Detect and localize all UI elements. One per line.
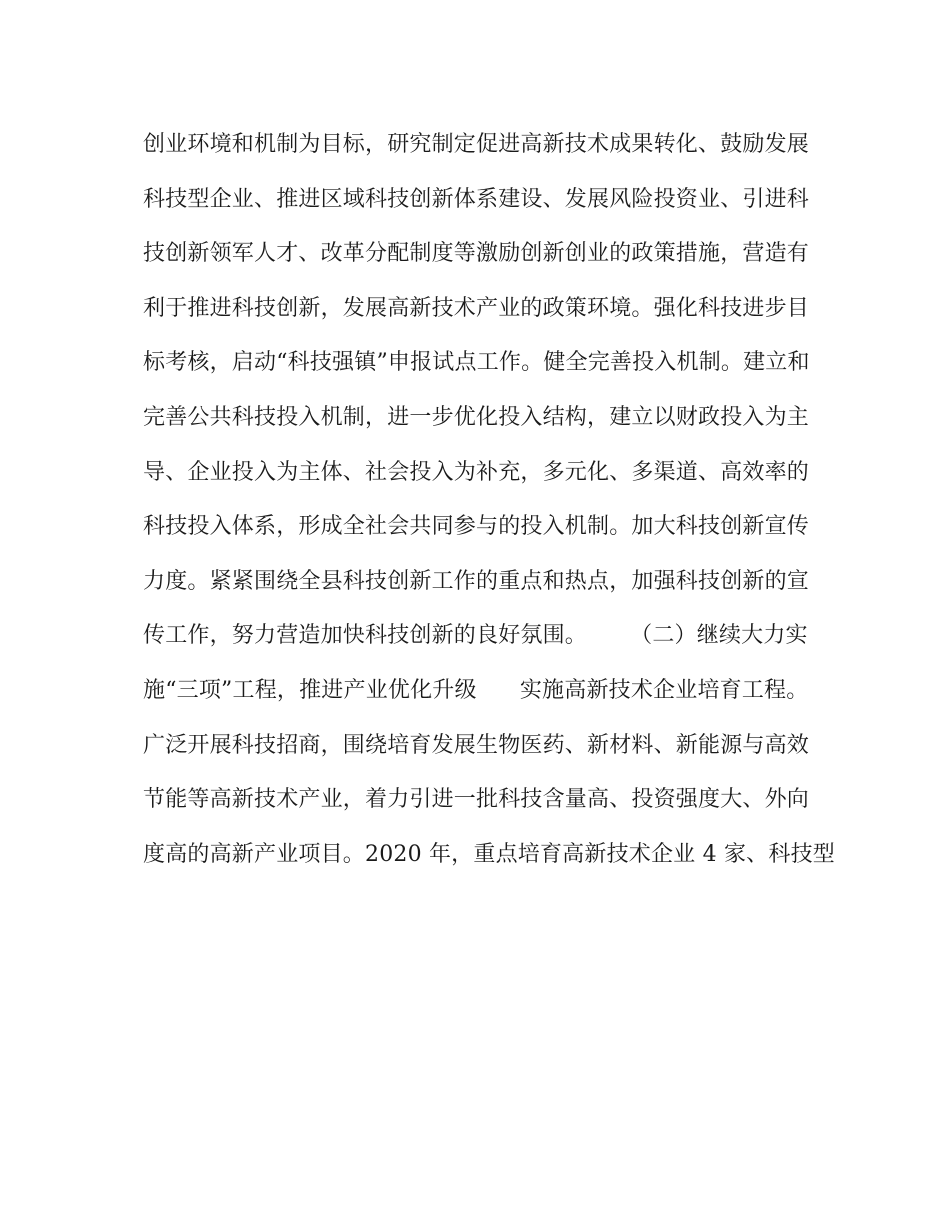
text-line: 科技投入体系，形成全社会共同参与的投入机制。加大科技创新宣传 — [143, 514, 810, 540]
text-line: 广泛开展科技招商，围绕培育发展生物医药、新材料、新能源与高效 — [143, 732, 810, 758]
text-line: 标考核，启动“科技强镇”申报试点工作。健全完善投入机制。建立和 — [143, 350, 810, 376]
text-line: 完善公共科技投入机制，进一步优化投入结构，建立以财政投入为主 — [143, 404, 810, 430]
text-line: 科技型企业、推进区域科技创新体系建设、发展风险投资业、引进科 — [143, 186, 810, 212]
text-line: 度高的高新产业项目。2020 年，重点培育高新技术企业 4 家、科技型 — [143, 841, 835, 867]
text-line: 导、企业投入为主体、社会投入为补充，多元化、多渠道、高效率的 — [143, 459, 810, 485]
text-line: 力度。紧紧围绕全县科技创新工作的重点和热点，加强科技创新的宣 — [143, 568, 810, 594]
text-line: 传工作，努力营造加快科技创新的良好氛围。 （二）继续大力实 — [143, 623, 808, 649]
text-line: 节能等高新技术产业，着力引进一批科技含量高、投资强度大、外向 — [143, 787, 810, 813]
document-body — [143, 118, 835, 882]
text-line: 创业环境和机制为目标，研究制定促进高新技术成果转化、鼓励发展 — [143, 132, 810, 157]
text-line: 施“三项”工程，推进产业优化升级 实施高新技术企业培育工程。 — [143, 677, 809, 703]
text-line: 利于推进科技创新，发展高新技术产业的政策环境。强化科技进步目 — [143, 295, 810, 321]
text-line: 技创新领军人才、改革分配制度等激励创新创业的政策措施，营造有 — [143, 241, 810, 267]
